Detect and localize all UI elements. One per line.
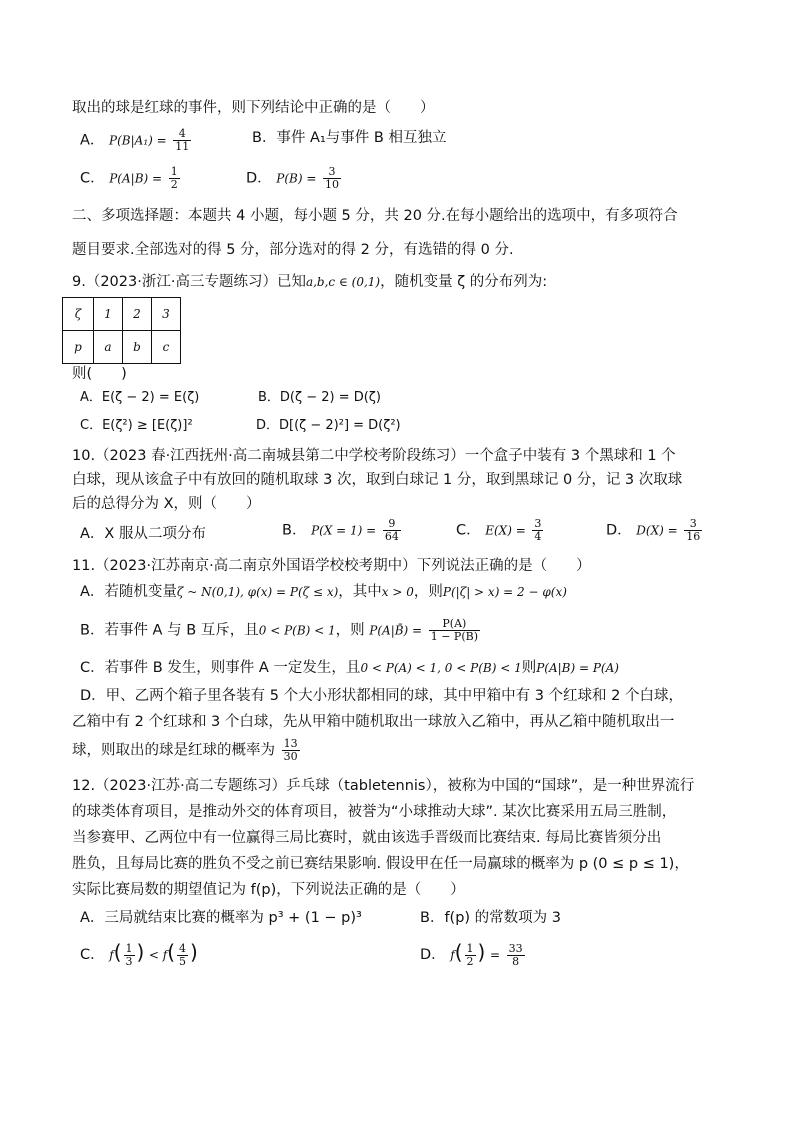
q10-b-fraction	[383, 518, 401, 543]
q10-c-expr: E(X) =	[485, 523, 526, 538]
q9-option-d: D．D[(ζ − 2)²] = D(ζ²)	[256, 418, 401, 433]
q8-b-label: B．	[252, 130, 277, 146]
q12-d-f: f	[450, 948, 455, 962]
q9-option-c: C．E(ζ²) ≥ [E(ζ)]²	[80, 418, 193, 433]
q8-c-num: 1	[170, 165, 178, 178]
q8-a-label: A．	[80, 132, 105, 149]
table-cell: 3	[152, 298, 181, 331]
q9-option-b: B．D(ζ − 2) = D(ζ)	[258, 390, 381, 405]
q12-c-fraction2	[177, 943, 188, 968]
q12-d-d2: 8	[512, 954, 520, 968]
q12-c-d1: 3	[125, 954, 133, 968]
q10-c-den: 4	[534, 530, 542, 543]
q8-a-expr: P(B|A₁) =	[109, 133, 167, 148]
q10-c-fraction	[532, 518, 543, 543]
q12-option-a: A．三局就结束比赛的概率为 p³ + (1 − p)³	[80, 910, 362, 926]
q12-d-label: D．	[420, 947, 446, 963]
table-cell: b	[123, 331, 152, 364]
q9-stem	[72, 272, 547, 292]
q12-d-fraction2	[507, 943, 525, 968]
table-row	[63, 331, 181, 364]
q10-option-b	[282, 518, 403, 543]
q8-d-den: 10	[325, 178, 340, 191]
q11-b-expr: P(A|B̄) =	[369, 623, 423, 638]
q8-a-fraction	[173, 128, 191, 153]
q9-then: 则( )	[72, 366, 127, 382]
q12-stem-line3: 当参赛甲、乙两位中有一位赢得三局比赛时，就由该选手晋级而比赛结束. 每局比赛皆须分出	[72, 830, 662, 846]
q8-option-b	[252, 128, 446, 148]
q11-stem: 11.（2023·江苏南京·高二南京外国语学校校考期中）下列说法正确的是（ ）	[72, 558, 591, 574]
q12-option-d: D． f( $\frac{1}{2}$ ) = $\frac{33}{8}$	[420, 940, 523, 968]
q10-d-num: 3	[684, 518, 702, 531]
q11-b-math: 0 < P(B) < 1	[258, 623, 336, 638]
q10-b-expr: P(X = 1) =	[311, 523, 377, 538]
q8-a-den: 11	[175, 140, 190, 153]
q11-b-fraction	[429, 618, 480, 643]
q11-a-math: ζ ~ N(0,1), φ(x) = P(ζ ≤ x)	[176, 585, 339, 599]
q11-b-den: 1 − P(B)	[430, 630, 478, 643]
q12-c-f1: f	[109, 948, 114, 962]
section-2-heading-line2: 题目要求.全部选对的得 5 分，部分选对的得 2 分，有选错的得 0 分.	[72, 242, 514, 258]
q11-option-d-line1: D．甲、乙两个箱子里各装有 5 个大小形状都相同的球，其中甲箱中有 3 个红球和 2 个白球，	[80, 688, 683, 704]
q9-stem-math: a,b,c ∈ (0,1)	[305, 275, 381, 289]
q11-b-text: B．若事件 A 与 B 互斥，且	[80, 622, 259, 639]
q11-a-end: ，则	[413, 584, 443, 600]
q10-stem-line1: 10.（2023 春·江西抚州·高二南城县第二中学校考阶段练习）一个盒子中装有 3 个黑球和 1 个	[72, 448, 676, 464]
table-cell: p	[63, 331, 94, 364]
q11-a-math3: P(|ζ| > x) = 2 − φ(x)	[442, 585, 567, 599]
q12-d-n2: 33	[508, 941, 523, 955]
q12-d-n1: 1	[466, 941, 474, 955]
q11-option-d-line2: 乙箱中有 2 个红球和 3 个白球，先从甲箱中随机取出一球放入乙箱中，再从乙箱中随机取出一	[72, 714, 675, 730]
q11-a-text: A．若随机变量	[80, 584, 177, 600]
q9-distribution-table	[62, 297, 181, 364]
q8-option-a	[80, 128, 193, 153]
q8-d-label: D．	[246, 170, 272, 187]
q8-c-den: 2	[170, 178, 178, 191]
q8-c-fraction	[169, 166, 180, 191]
q11-c-text: C．若事件 B 发生，则事件 A 一定发生，且	[80, 660, 361, 676]
q12-stem-line5: 实际比赛局数的期望值记为 f(p)，下列说法正确的是（ ）	[72, 882, 465, 898]
q8-d-num: 3	[323, 166, 341, 179]
q11-d-num: 13	[283, 737, 298, 750]
table-cell: ζ	[63, 298, 94, 331]
q12-stem-line4: 胜负，且每局比赛的胜负不受之前已赛结果影响. 假设甲在任一局赢球的概率为 p (0 ≤ p ≤ 1)，	[72, 856, 689, 872]
q8-c-label: C．	[80, 170, 105, 187]
q12-d-d1: 2	[466, 954, 474, 968]
q10-option-a: A．X 服从二项分布	[80, 526, 206, 542]
q12-c-n1: 1	[125, 941, 133, 955]
q10-d-expr: D(X) =	[636, 523, 678, 538]
q8-option-c	[80, 166, 182, 191]
q8-option-d	[246, 166, 343, 191]
q10-c-label: C．	[456, 522, 481, 539]
q11-d-fraction	[282, 738, 300, 763]
q11-a-math2: x > 0	[381, 585, 414, 599]
q12-c-lt: < f	[148, 948, 168, 962]
table-cell: 2	[123, 298, 152, 331]
q11-d-den: 30	[283, 750, 298, 763]
q11-option-d-line3	[72, 738, 302, 763]
q11-b-num: P(A)	[429, 618, 480, 631]
q11-option-b	[80, 618, 482, 643]
q9-stem-suffix: ，随机变量 ζ 的分布列为:	[380, 274, 548, 290]
q11-option-a	[80, 582, 567, 602]
table-cell: 1	[94, 298, 123, 331]
q10-stem-line2: 白球，现从该盒子中有放回的随机取球 3 次，取到白球记 1 分，取到黑球记 0 分，记 3 次取球	[72, 472, 683, 488]
q8-b-text: 事件 A₁与事件 B 相互独立	[276, 130, 447, 146]
q9-stem-prefix: 9.（2023·浙江·高三专题练习）已知	[72, 274, 306, 290]
q11-option-c	[80, 658, 619, 678]
q12-option-c: C． f( $\frac{1}{3}$ ) < f( $\frac{4}{5}$ )	[80, 940, 198, 968]
q9-option-a: A．E(ζ − 2) = E(ζ)	[80, 390, 200, 405]
q12-c-n2: 4	[179, 941, 187, 955]
q12-d-fraction1	[465, 943, 476, 968]
q11-c-math: 0 < P(A) < 1, 0 < P(B) < 1	[360, 661, 522, 675]
question-8-stem-end: 取出的球是红球的事件，则下列结论中正确的是（ ）	[72, 100, 435, 116]
q10-option-c	[456, 518, 545, 543]
table-cell: a	[94, 331, 123, 364]
q12-c-fraction1	[124, 943, 135, 968]
q10-d-fraction	[684, 518, 702, 543]
table-row	[63, 298, 181, 331]
q10-d-label: D．	[606, 522, 632, 539]
q8-a-num: 4	[173, 128, 191, 141]
q8-c-expr: P(A|B) =	[109, 171, 163, 186]
section-2-heading-line1: 二、多项选择题：本题共 4 小题，每小题 5 分，共 20 分.在每小题给出的选项中，有多项符合	[72, 208, 678, 224]
q12-c-d2: 5	[179, 954, 187, 968]
q11-c-math2: P(A|B) = P(A)	[536, 661, 619, 675]
q10-d-den: 16	[686, 530, 701, 543]
q12-d-eq: =	[489, 948, 501, 962]
q10-b-label: B．	[282, 522, 307, 539]
q8-d-expr: P(B) =	[276, 171, 317, 186]
q12-stem-line1: 12.（2023·江苏·高二专题练习）乒乓球（tabletennis），被称为中国的“国球”，是一种世界流行	[72, 778, 695, 794]
q10-b-num: 9	[383, 518, 401, 531]
q11-a-mid: ，其中	[338, 584, 382, 600]
q12-option-b: B．f(p) 的常数项为 3	[420, 910, 562, 926]
q10-c-num: 3	[534, 517, 542, 530]
q10-b-den: 64	[384, 530, 399, 543]
q10-option-d	[606, 518, 704, 543]
q10-stem-line3: 后的总得分为 X，则（ ）	[72, 496, 261, 512]
q11-c-mid: 则	[521, 660, 537, 676]
q11-b-mid: ，则	[335, 622, 365, 639]
q8-d-fraction	[323, 166, 341, 191]
table-cell: c	[152, 331, 181, 364]
q12-c-label: C．	[80, 947, 105, 963]
q12-stem-line2: 的球类体育项目，是推动外交的体育项目，被誉为“小球推动大球”. 某次比赛采用五局三胜制，	[72, 804, 677, 820]
q11-d-text: 球，则取出的球是红球的概率为	[72, 742, 275, 759]
